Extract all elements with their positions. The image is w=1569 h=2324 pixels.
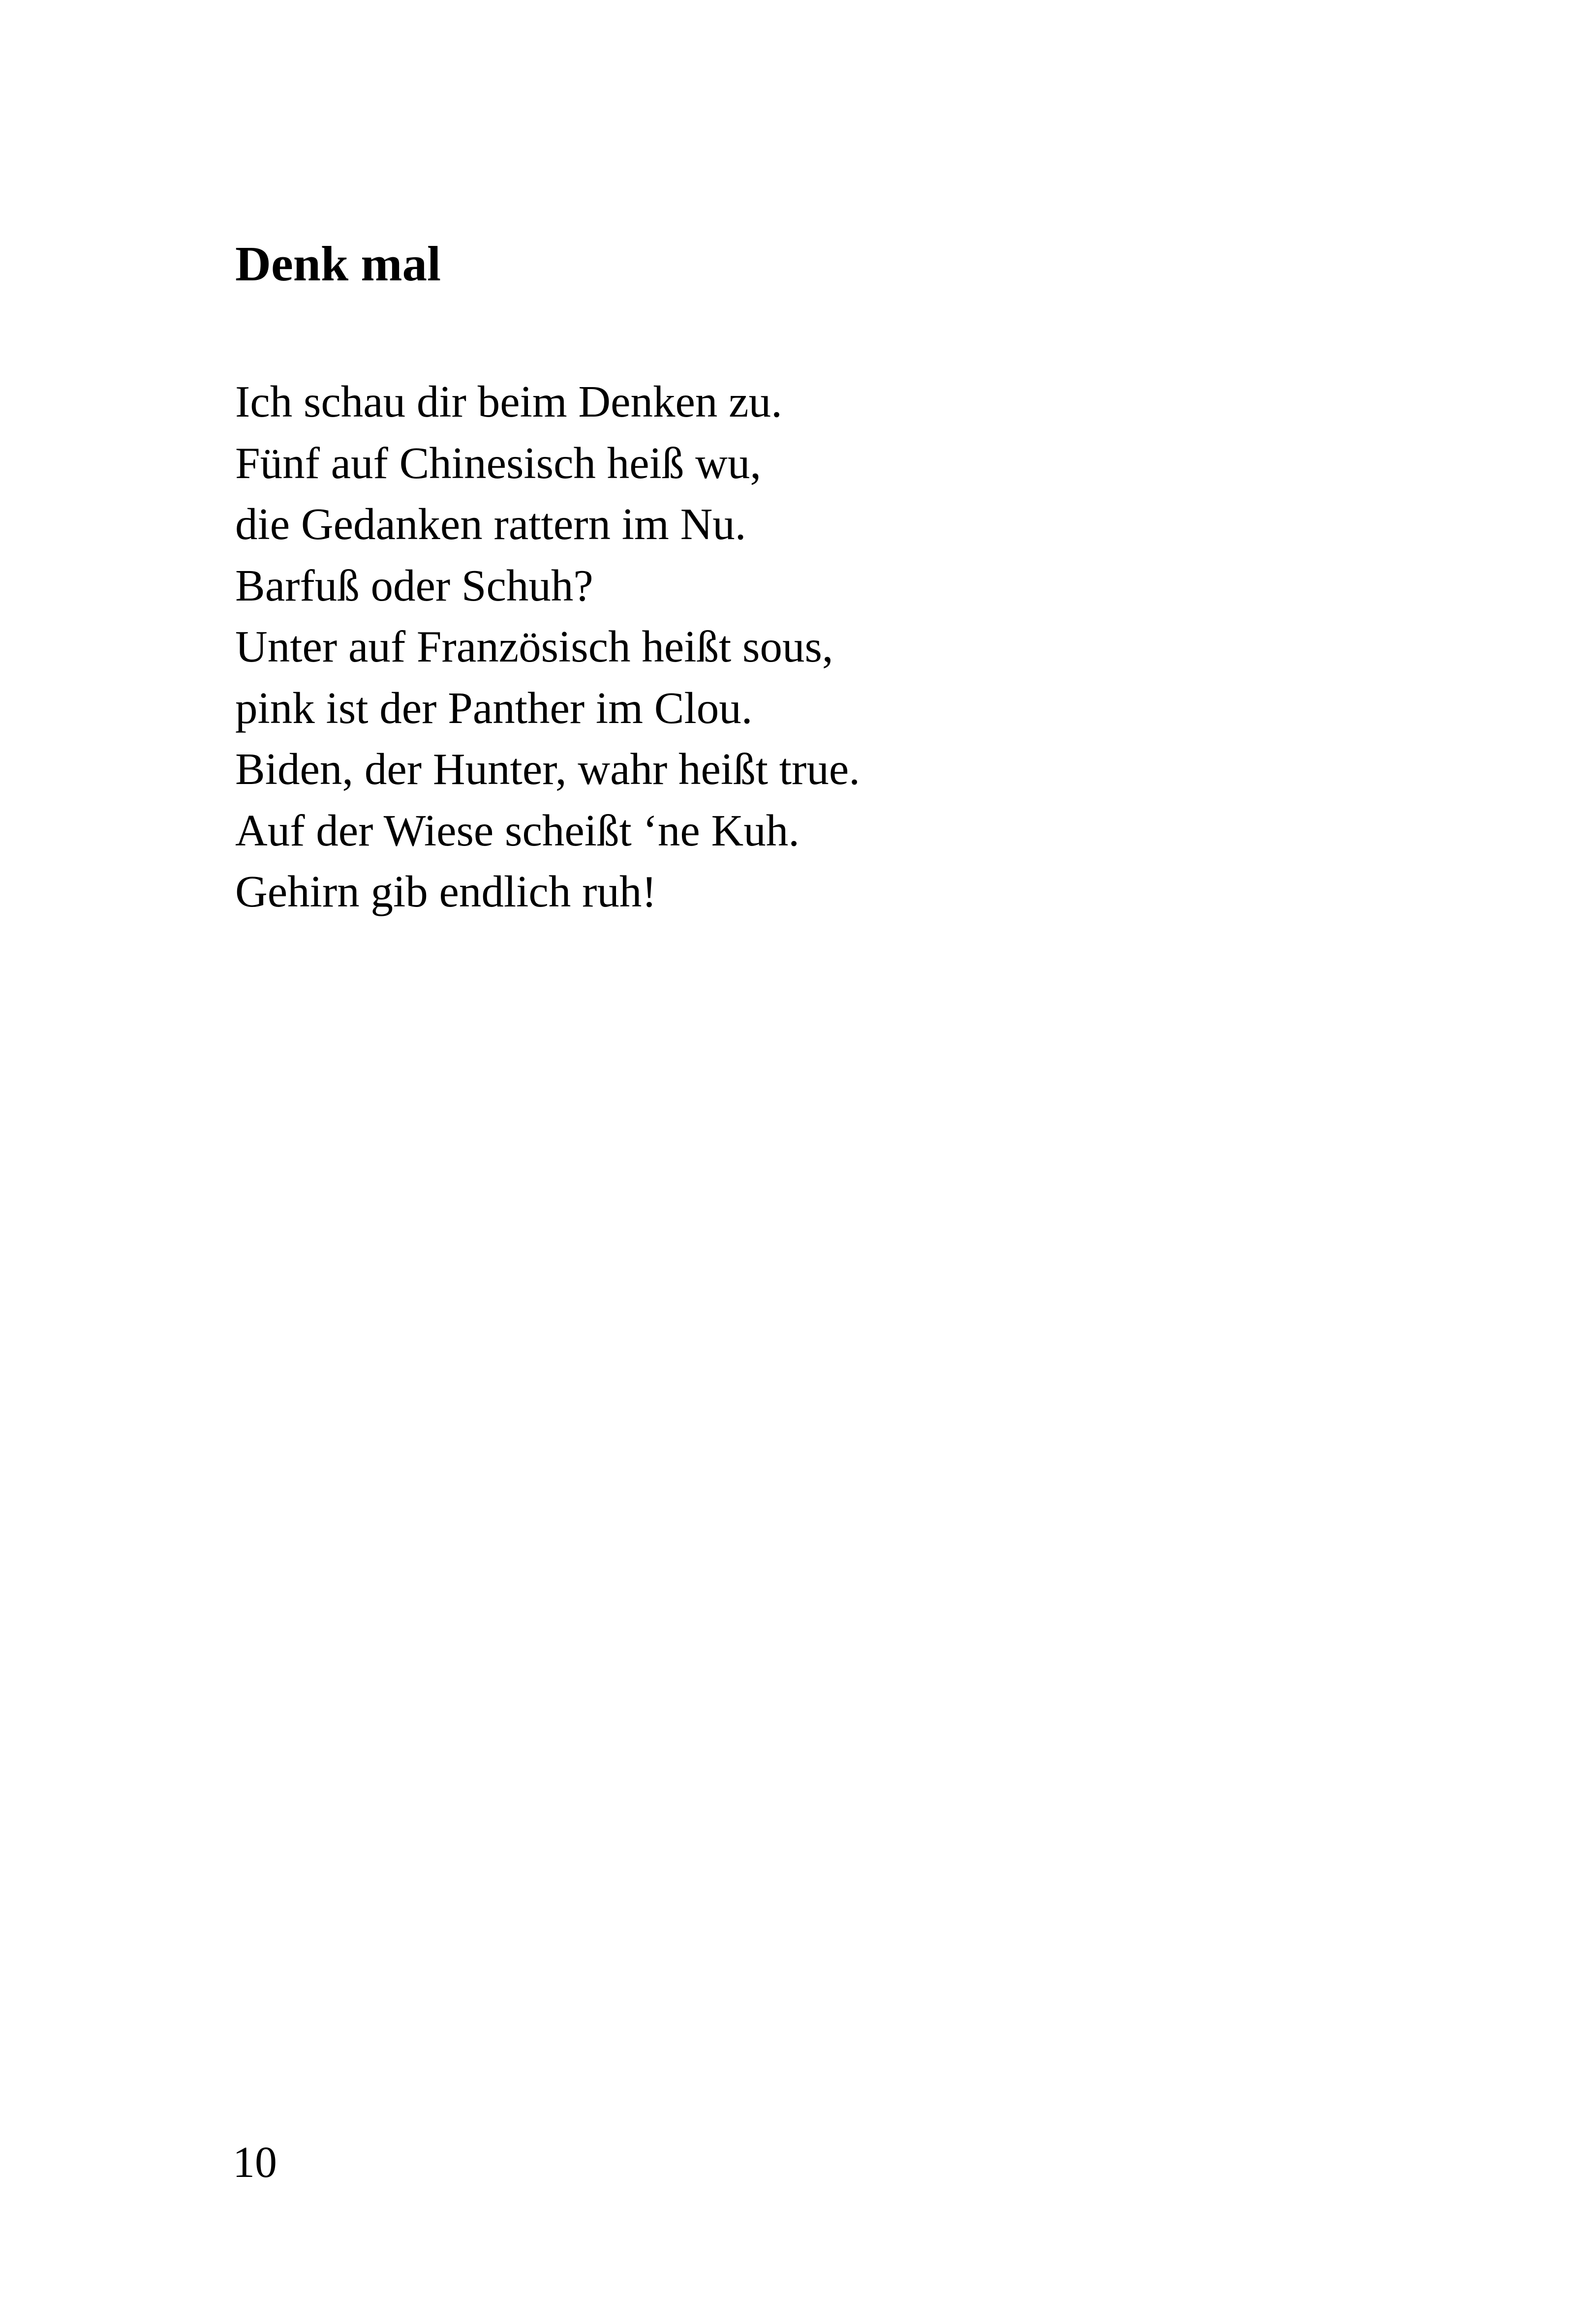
- poem-line: Ich schau dir beim Denken zu.: [235, 377, 782, 426]
- poem-line: Biden, der Hunter, wahr heißt true.: [235, 744, 860, 794]
- page-number: 10: [233, 2138, 277, 2187]
- poem-line: Gehirn gib endlich ruh!: [235, 867, 657, 916]
- poem-line: die Gedanken rattern im Nu.: [235, 499, 746, 549]
- poem-line: Auf der Wiese scheißt ‘ne Kuh.: [235, 805, 800, 855]
- poem-title: Denk mal: [235, 236, 441, 291]
- poem-body: [235, 371, 860, 923]
- poem-line: Fünf auf Chinesisch heiß wu,: [235, 438, 762, 488]
- poem-line: Unter auf Französisch heißt sous,: [235, 622, 833, 671]
- poem-line: Barfuß oder Schuh?: [235, 560, 593, 610]
- poem-line: pink ist der Panther im Clou.: [235, 683, 753, 733]
